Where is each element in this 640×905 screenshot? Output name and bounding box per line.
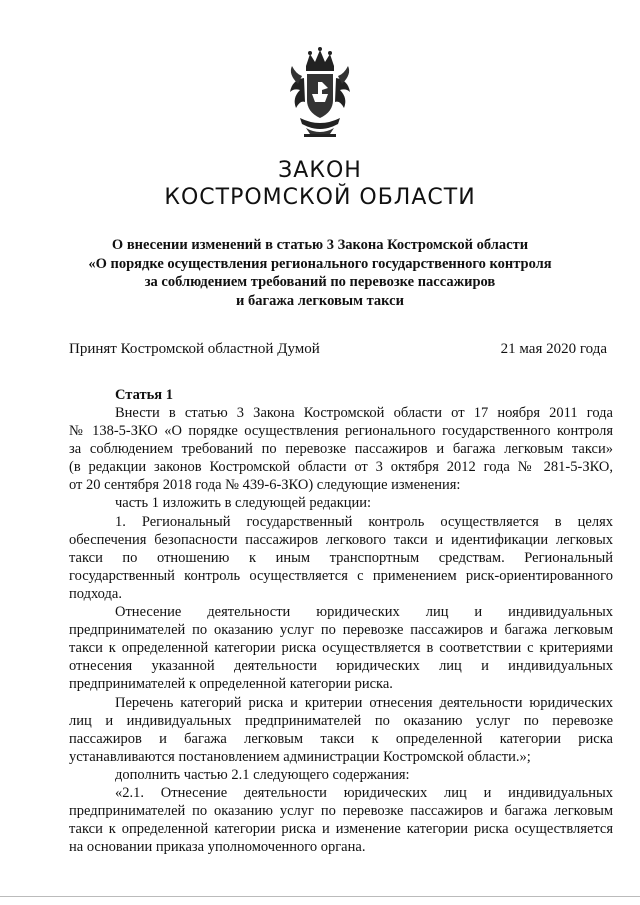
paragraph-line: Внести в статью 3 Закона Костромской области от 17 ноября 2011 года [115,405,613,421]
paragraph-line: Отнесение деятельности юридических лиц и индивидуальных [115,604,613,621]
coat-of-arms-emblem [270,44,370,144]
paragraph-line: за соблюдением требований по перевозке пассажиров и багажа легковым такси» [69,441,613,458]
article-heading: Статья 1 [115,387,173,403]
paragraph-line: устанавливаются постановлением администрации Костромской области.»; [69,748,531,765]
article-body [69,404,613,856]
paragraph-line: предпринимателей по оказанию услуг по перевозке пассажиров и багажа легковым [69,622,613,639]
paragraph-line: на основании приказа уполномоченного органа. [69,839,366,856]
paragraph-line: (в редакции законов Костромской области от 3 октября 2012 года № 281-5-ЗКО, [69,459,613,476]
paragraph-line: предпринимателей по оказанию услуг по перевозке пассажиров и багажа легковым [69,803,613,820]
article-paragraph [69,513,613,603]
adoption-date: 21 мая 2020 года [500,341,607,357]
document-type-heading: ЗАКОН [278,158,362,183]
paragraph-line: часть 1 изложить в следующей редакции: [115,495,372,512]
law-title-line: О внесении изменений в статью 3 Закона Костромской области [111,237,529,253]
law-title [80,236,560,310]
paragraph-line: отнесения указанной деятельности юридических лиц и индивидуальных [69,658,613,675]
paragraph-line: такси к определенной категории риска и изменение категории риска осуществляется [69,821,613,838]
paragraph-line: дополнить частью 2.1 следующего содержания: [115,766,410,783]
law-title-line: и багажа легковым такси [236,292,404,309]
paragraph-line: № 138-5-ЗКО «О порядке осуществления регионального государственного контроля [69,423,613,440]
article-paragraph [69,784,613,856]
article-paragraph [69,694,613,766]
article-paragraph [69,494,613,512]
scan-edge-line [0,893,640,905]
law-title-line: за соблюдением требований по перевозке пассажиров [144,274,496,290]
paragraph-line: подхода. [69,585,122,602]
region-heading: КОСТРОМСКОЙ ОБЛАСТИ [164,185,476,210]
paragraph-line: Перечень категорий риска и критерии отнесения деятельности юридических [115,694,613,711]
article-paragraph [69,766,613,784]
paragraph-line: такси к определенной категории риска осуществляется в соответствии с критериями [69,640,613,657]
adopted-by-text: Принят Костромской областной Думой [69,341,320,357]
paragraph-line: 1. Региональный государственный контроль осуществляется в целях [115,513,613,530]
paragraph-line: пассажиров и багажа легковым такси к определенной категории риска [69,730,613,747]
article-paragraph [69,404,613,494]
paragraph-line: предпринимателей к определенной категории риска. [69,676,393,693]
paragraph-line: лиц и индивидуальных предпринимателей по оказанию услуг по перевозке [69,712,613,729]
paragraph-line: «2.1. Отнесение деятельности юридических лиц и индивидуальных [115,784,613,801]
law-title-line: «О порядке осуществления регионального государственного контроля [88,255,552,272]
article-paragraph [69,603,613,693]
paragraph-line: обеспечения безопасности пассажиров легкового такси и идентификации легковых [69,531,613,548]
paragraph-line: государственный контроль осуществляется с применением риск-ориентированного [69,567,613,584]
paragraph-line: такси по отношению к иным транспортным средствам. Региональный [69,549,613,566]
paragraph-line: от 20 сентября 2018 года № 439-6-ЗКО) следующие изменения: [69,477,461,494]
